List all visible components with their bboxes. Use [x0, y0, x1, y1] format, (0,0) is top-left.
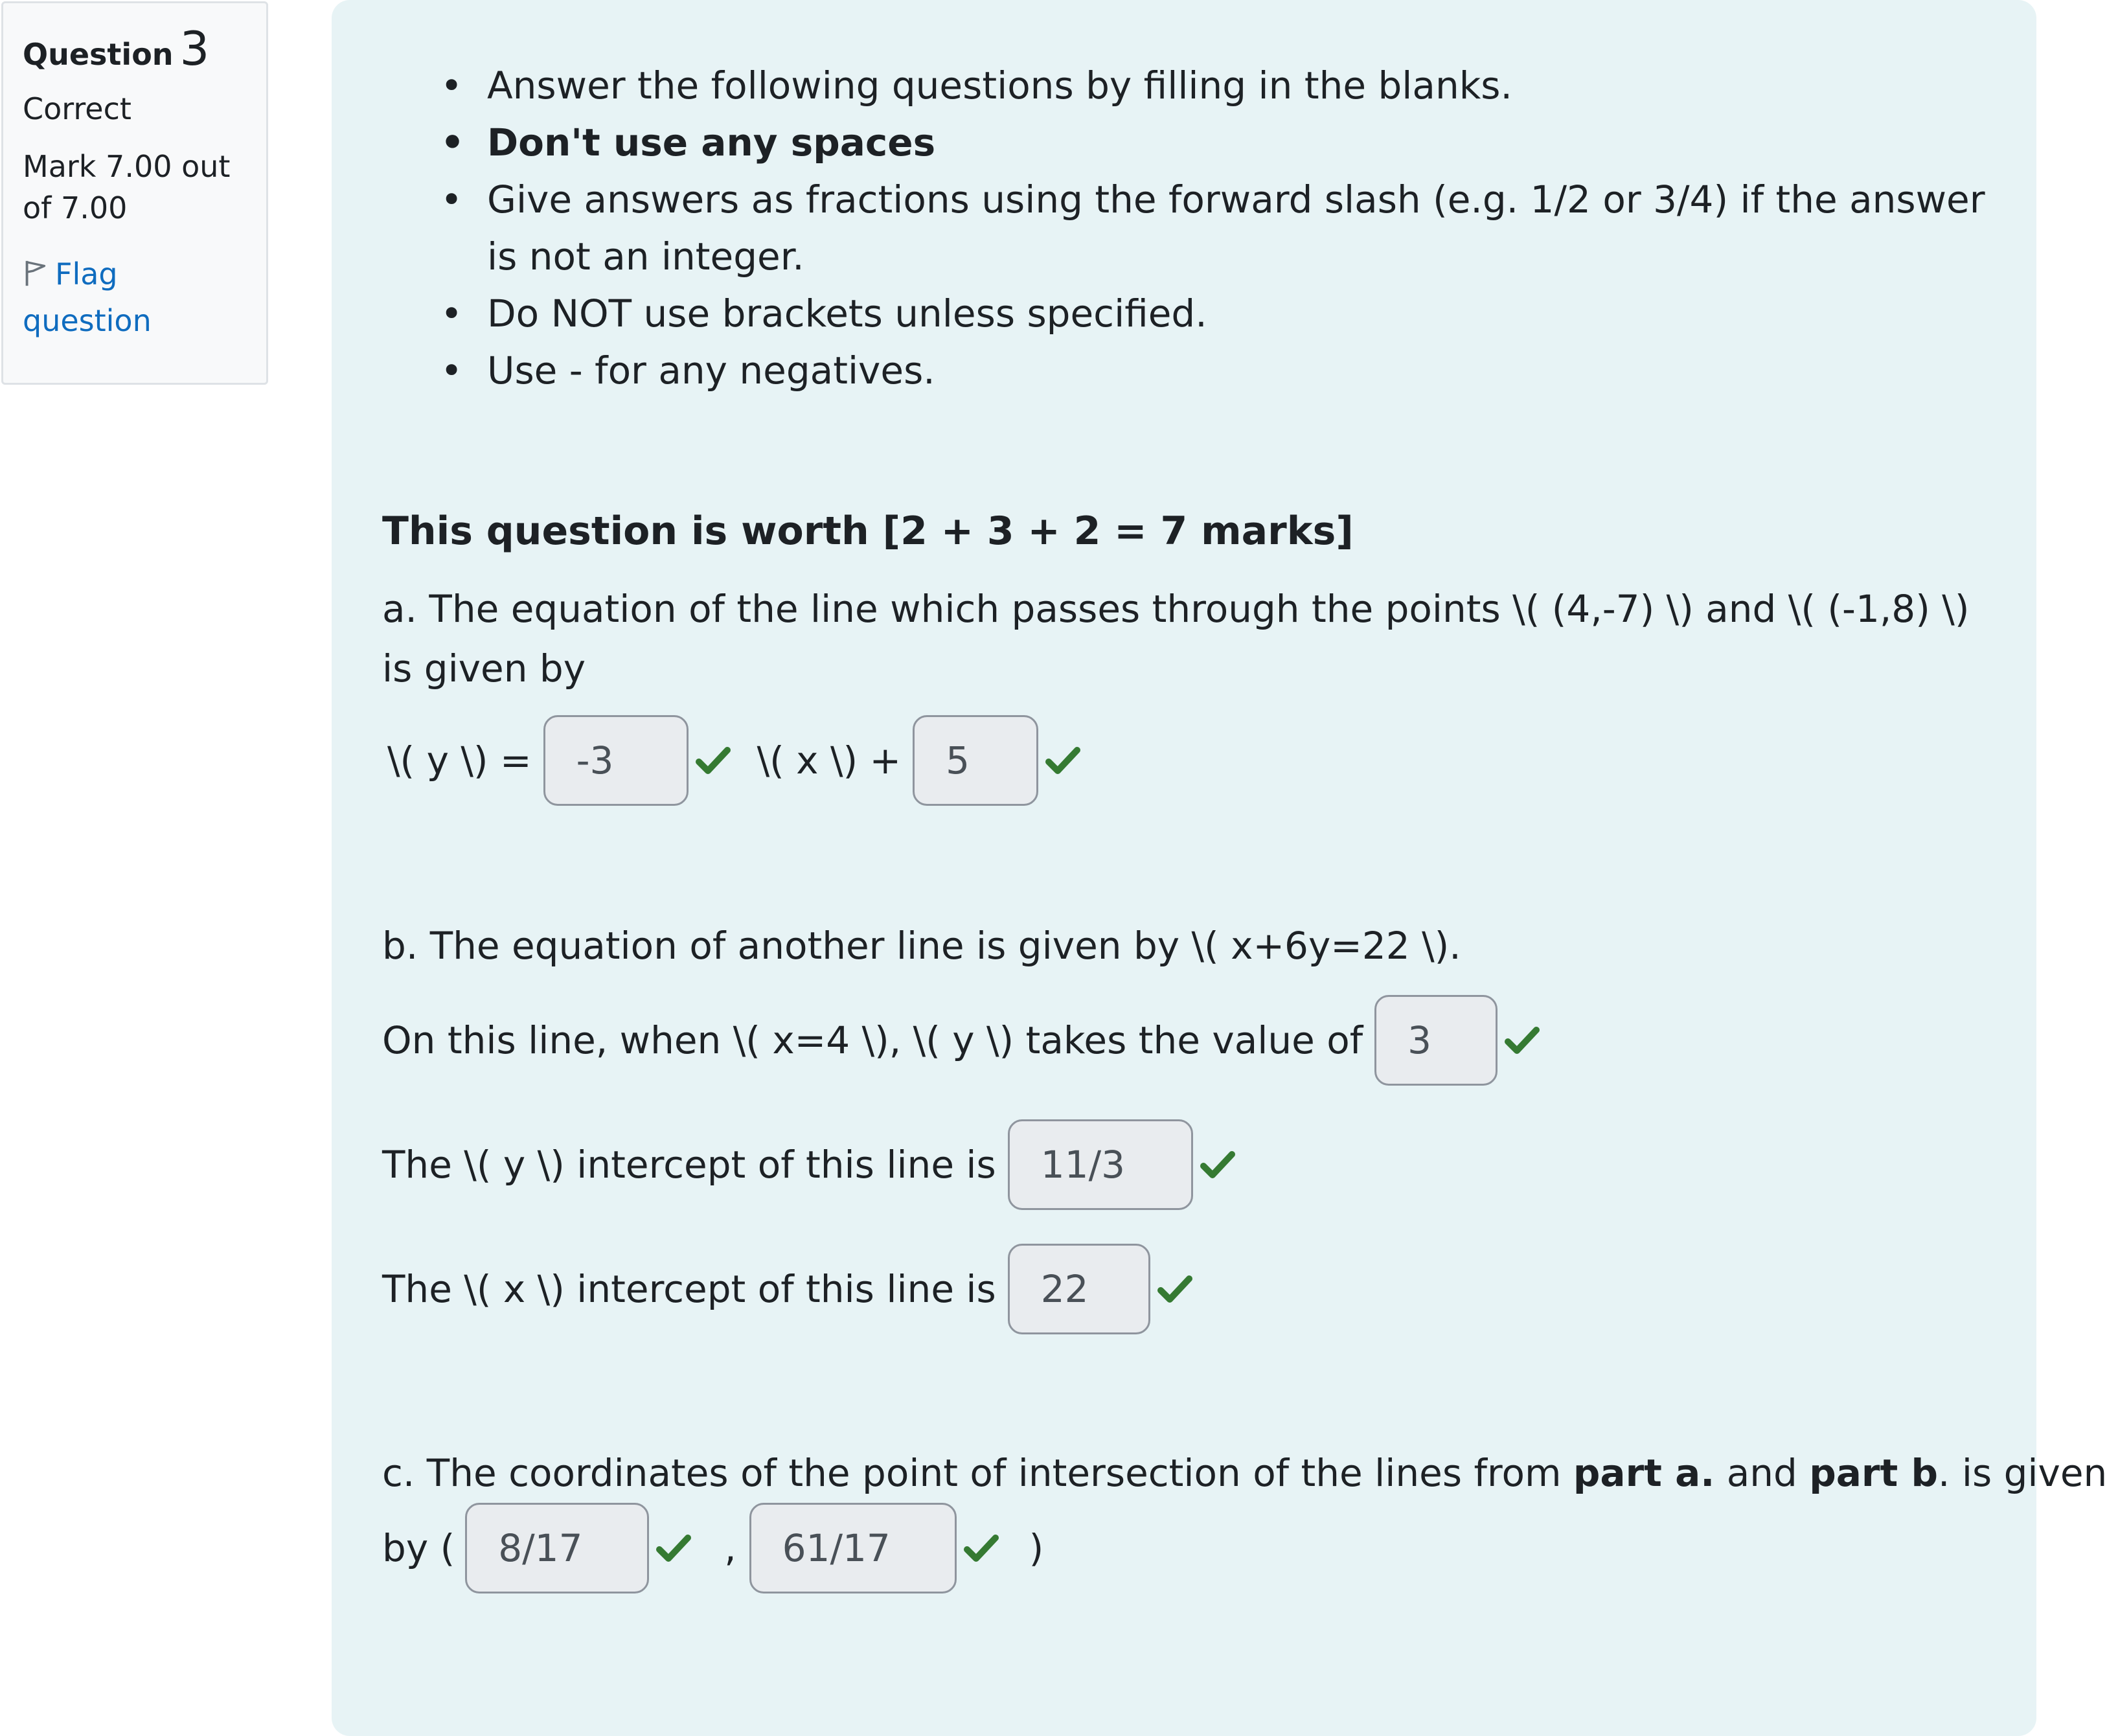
correct-tick-icon	[695, 745, 731, 776]
answer-input-b2[interactable]: 11/3	[1008, 1119, 1193, 1210]
correct-tick-icon	[1045, 745, 1081, 776]
instruction-item: • Answer the following questions by filling in the blanks.	[487, 57, 2016, 114]
instruction-item: • Do NOT use brackets unless specified.	[487, 285, 2016, 342]
flag-question-link[interactable]: Flag question	[23, 257, 152, 338]
question-content	[332, 0, 2107, 1736]
flag-icon	[23, 257, 55, 291]
answer-input-b1[interactable]: 3	[1374, 995, 1498, 1086]
instructions-list	[487, 57, 2016, 399]
instruction-item: • Use - for any negatives.	[487, 342, 2016, 399]
part-b-q1-row: On this line, when \( x=4 \), \( y \) takes the value of 3	[382, 995, 1547, 1086]
correct-tick-icon	[1157, 1273, 1193, 1305]
question-state: Correct	[23, 91, 131, 126]
answer-input-c1[interactable]: 8/17	[465, 1503, 649, 1593]
part-b-text: b. The equation of another line is given by \( x+6y=22 \).	[382, 924, 1461, 968]
part-b-q2-row: The \( y \) intercept of this line is 11/3	[382, 1119, 1242, 1210]
correct-tick-icon	[655, 1533, 692, 1564]
question-info	[1, 1, 268, 385]
instruction-item: • Give answers as fractions using the forward slash (e.g. 1/2 or 3/4) if the answer is not an integer.	[487, 171, 2016, 285]
part-a-answer-row: \( y \) = -3 \( x \) + 5	[387, 715, 1088, 806]
part-a-text: a. The equation of the line which passes through the points \( (4,-7) \) and \( (-1,8) \) is given by	[382, 587, 1970, 691]
correct-tick-icon	[1200, 1149, 1236, 1180]
part-c-answer-row: by ( 8/17 , 61/17 )	[382, 1503, 1043, 1593]
answer-input-c2[interactable]: 61/17	[749, 1503, 957, 1593]
instruction-item: • Don't use any spaces	[487, 114, 2016, 171]
answer-input-a1[interactable]: -3	[543, 715, 689, 806]
part-b-q3-row: The \( x \) intercept of this line is 22	[382, 1244, 1200, 1334]
part-c-text: c. The coordinates of the point of intersection of the lines from part a. and part b. is given	[382, 1451, 2107, 1495]
marks-worth: This question is worth [2 + 3 + 2 = 7 marks]	[382, 508, 1354, 554]
correct-tick-icon	[963, 1533, 999, 1564]
answer-input-a2[interactable]: 5	[913, 715, 1038, 806]
answer-input-b3[interactable]: 22	[1008, 1244, 1150, 1334]
correct-tick-icon	[1504, 1025, 1540, 1056]
question-number: Question 3	[23, 21, 210, 76]
question-grade: Mark 7.00 out of 7.00	[23, 149, 231, 225]
